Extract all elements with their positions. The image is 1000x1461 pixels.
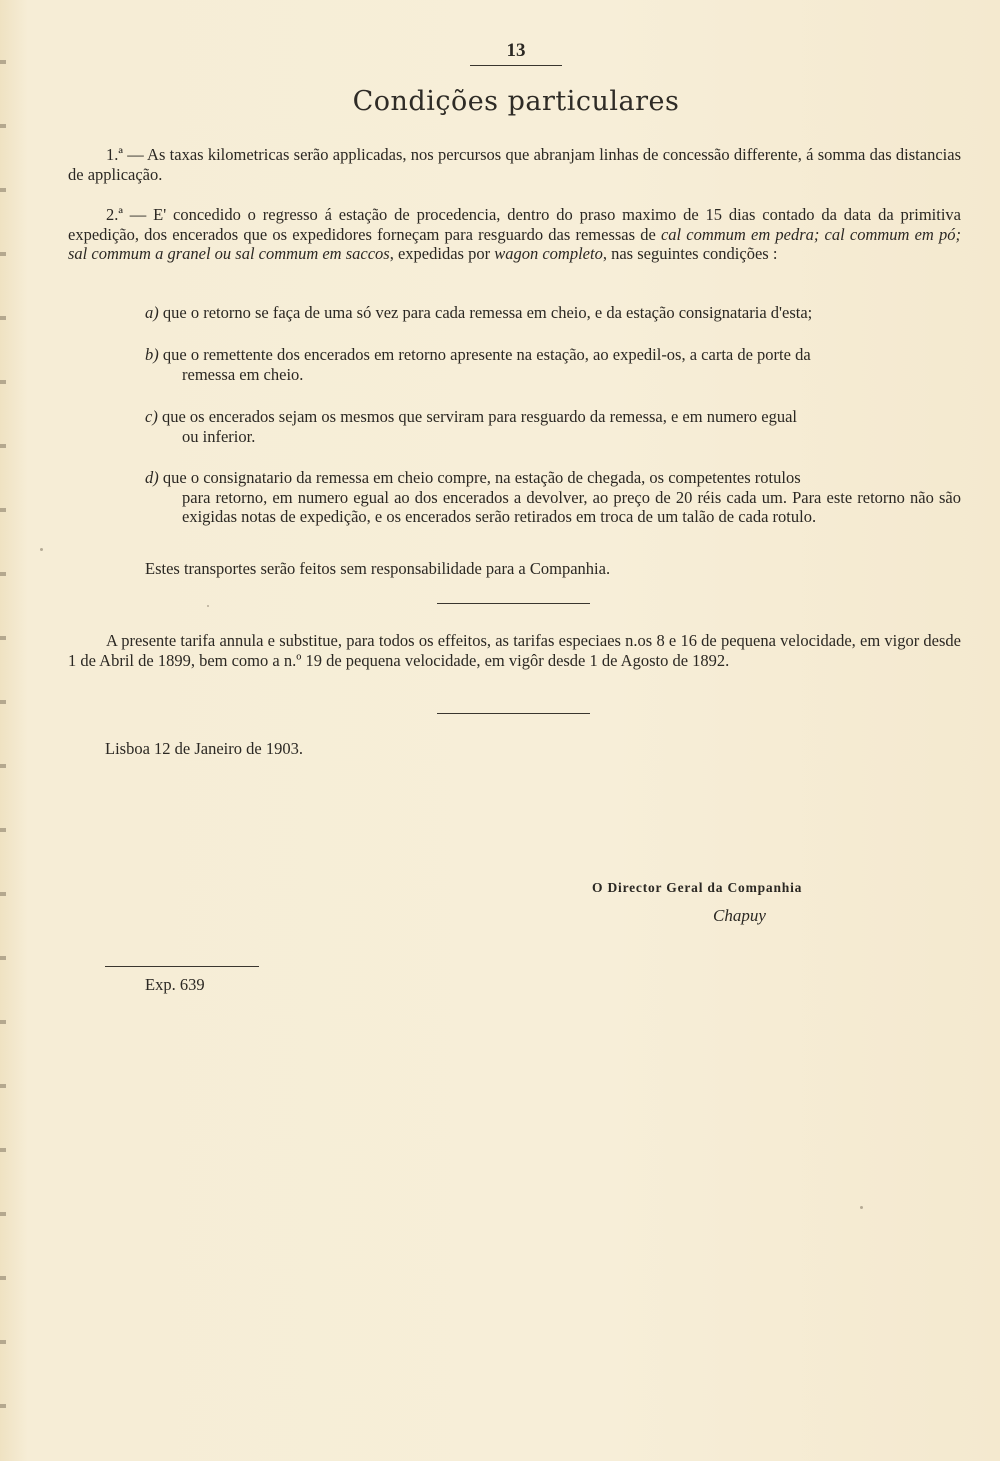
section-title: Condições particulares [352, 86, 680, 117]
paper-speck [207, 605, 209, 607]
divider [437, 713, 590, 714]
annulment-paragraph: A presente tarifa annula e substitue, para todos os effeitos, as tarifas especiaes n.os 8 e 16 de pequena velocidade, em vigor desde 1 de Abril de 1899, bem como a n.º 19 de pequena velocidade, em vigôr desde 1 de Agosto de 1892. [68, 631, 961, 670]
condition-text-continued: ou inferior. [182, 426, 256, 446]
clause-2-goods: cal commum em pedra; cal commum em pó; sal commum a granel ou sal commum em saccos [68, 224, 961, 263]
expedient-number: Exp. 639 [145, 975, 205, 994]
paper-speck [860, 1206, 863, 1209]
condition-text: que o consignatario da remessa em cheio compre, na estação de chegada, os competentes rotulos [162, 468, 801, 487]
divider [437, 603, 590, 604]
clause-2 [68, 205, 961, 264]
condition-letter: d) [145, 468, 159, 487]
condition-letter: c) [145, 407, 158, 426]
clause-2-middle: , expedidas por [389, 244, 495, 263]
condition-letter: b) [145, 345, 159, 364]
clause-2-tail: , nas seguintes condições : [602, 244, 778, 263]
condition-a [145, 303, 961, 323]
page-number: 13 [470, 40, 562, 66]
signature: Chapuy [713, 906, 766, 925]
clause-2-lead: 2.ª — E' concedido o regresso á estação de procedencia, dentro do praso maximo de 15 dias contado da data da primitiva expedição, dos encerados que os expedidores forneçam para resguardo das remessas de [68, 205, 961, 244]
transport-note: Estes transportes serão feitos sem responsabilidade para a Companhia. [145, 559, 611, 578]
date-line: Lisboa 12 de Janeiro de 1903. [105, 739, 303, 758]
condition-text-continued: remessa em cheio. [182, 364, 304, 384]
condition-b [145, 345, 961, 384]
paper-speck [40, 548, 43, 551]
divider [105, 966, 259, 967]
condition-c [145, 407, 961, 446]
clause-1: 1.ª — As taxas kilometricas serão applicadas, nos percursos que abranjam linhas de concessão differente, á somma das distancias de applicação. [68, 145, 961, 184]
condition-text-continued: para retorno, em numero egual ao dos encerados a devolver, ao preço de 20 réis cada um. Para este retorno não são exigidas notas de expedição, e os encerados serão retirados em troca de um talão de cada rotulo. [182, 487, 961, 526]
condition-letter: a) [145, 303, 159, 322]
condition-text: que o retorno se faça de uma só vez para cada remessa em cheio, e da estação consignataria d'esta; [162, 303, 813, 322]
condition-text: que o remettente dos encerados em retorno apresente na estação, ao expedil-os, a carta de porte da [162, 345, 811, 364]
signatory-title: O Director Geral da Companhia [592, 880, 803, 895]
condition-d [145, 468, 961, 527]
condition-text: que os encerados sejam os mesmos que serviram para resguardo da remessa, e em numero egual [161, 407, 797, 426]
margin-binding-marks [0, 0, 6, 1461]
clause-2-wagon: wagon completo [494, 244, 603, 263]
